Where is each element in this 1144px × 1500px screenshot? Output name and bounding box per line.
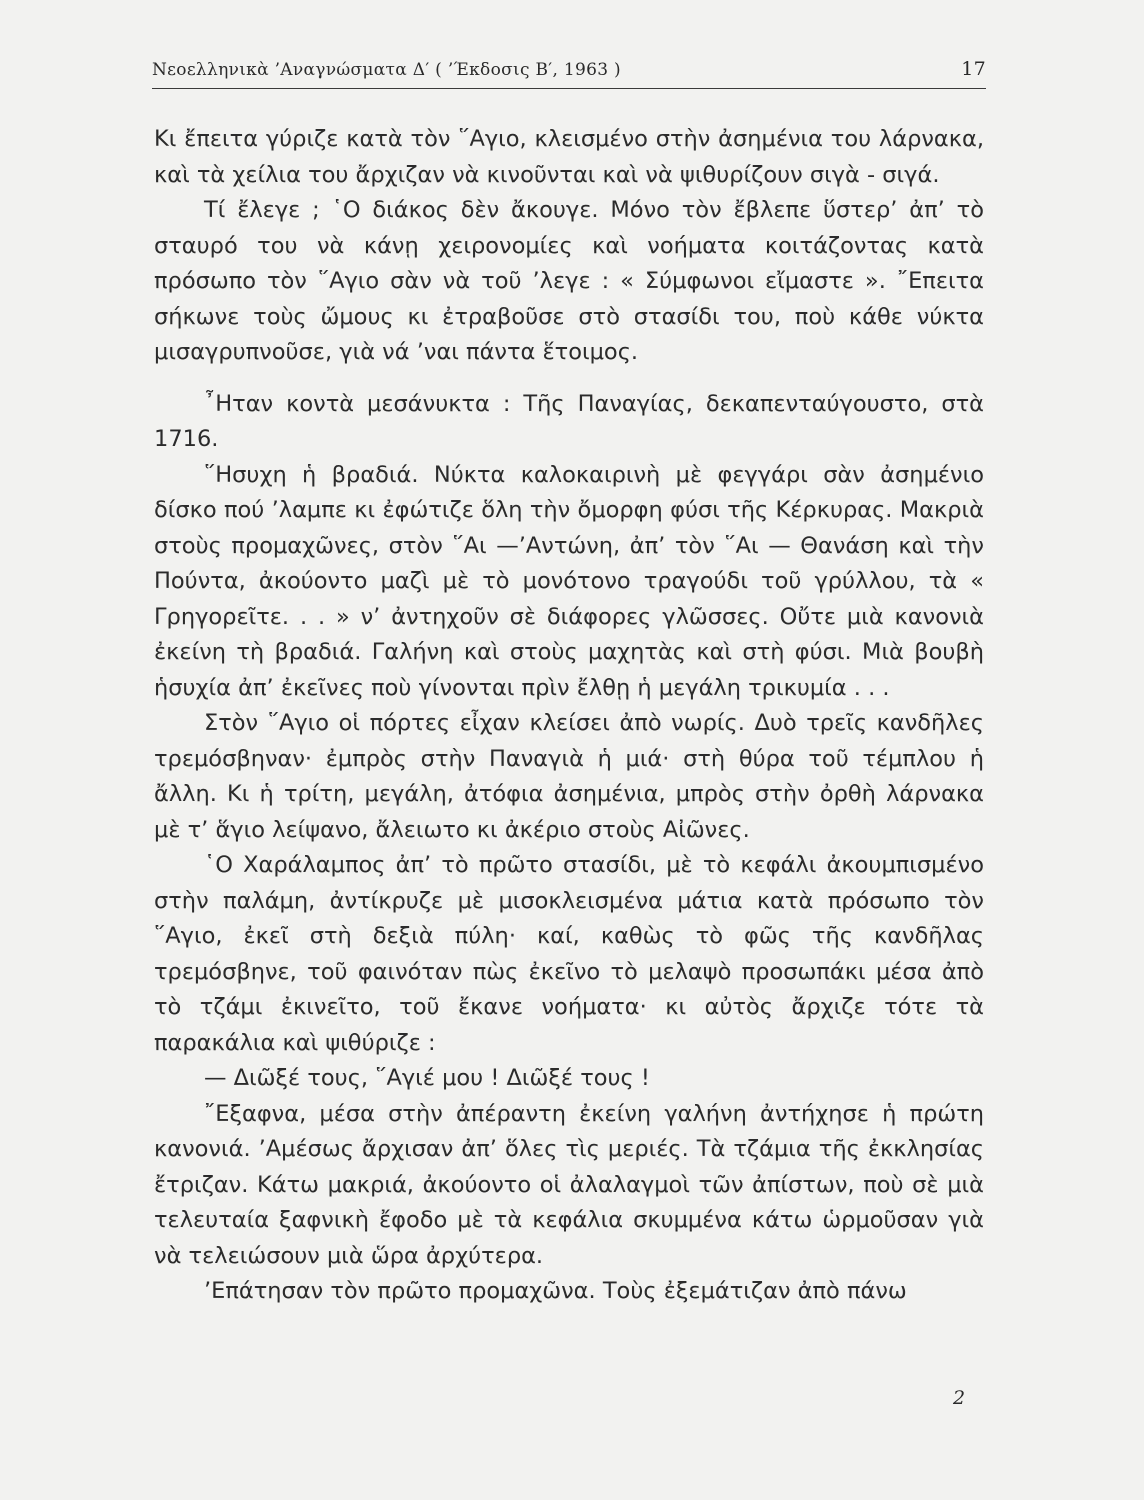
paragraph-6: ῾Ο Χαράλαμπος ἀπ’ τὸ πρῶτο στασίδι, μὲ τὸ κεφάλι ἀκουμπισμένο στὴν παλάμη, ἀντίκρυζε μὲ μισοκλεισμένα μάτια κατὰ πρόσωπο τὸν ῞Αγιο, ἐκεῖ στὴ δεξιὰ πύλη· καί, καθὼς τὸ φῶς τῆς κανδῆλας τρεμόσβηνε, τοῦ φαινόταν πὼς ἐκεῖνο τὸ μελαψὸ προσωπάκι μέσα ἀπὸ τὸ τζάμι ἐκινεῖτο, τοῦ ἔκανε νοήματα· κι αὐτὸς ἄρχιζε τότε τὰ παρακάλια καὶ ψιθύριζε : (154, 852, 984, 1056)
paragraph-2: Τί ἔλεγε ; ῾Ο διάκος δὲν ἄκουγε. Μόνο τὸν ἔβλεπε ὕστερ’ ἀπ’ τὸ σταυρό του νὰ κάνῃ χειρονομίες καὶ νοήματα κοιτάζοντας κατὰ πρόσωπο τὸν ῞Αγιο σὰν νὰ τοῦ ’λεγε : « Σύμφωνοι εἴμαστε ». ῎Επειτα σήκωνε τοὺς ὤμους κι ἐτραβοῦσε στὸ στασίδι του, ποὺ κάθε νύκτα μισαγρυπνοῦσε, γιὰ νά ’ναι πάντα ἕτοιμος. (154, 197, 984, 365)
running-header (152, 58, 986, 89)
paragraph-5: Στὸν ῞Αγιο οἱ πόρτες εἶχαν κλείσει ἀπὸ νωρίς. Δυὸ τρεῖς κανδῆλες τρεμόσβηναν· ἐμπρὸς στὴν Παναγιὰ ἡ μιά· στὴ θύρα τοῦ τέμπλου ἡ ἄλλη. Κι ἡ τρίτη, μεγάλη, ἀτόφια ἀσημένια, μπρὸς στὴν ὀρθὴ λάρνακα μὲ τ’ ἅγιο λείψανο, ἄλειωτο κι ἀκέριο στοὺς Αἰῶνες. (154, 710, 984, 843)
paragraph-1: Κι ἔπειτα γύριζε κατὰ τὸν ῞Αγιο, κλεισμένο στὴν ἀσημένια του λάρνακα, καὶ τὰ χείλια του ἄρχιζαν νὰ κινοῦνται καὶ νὰ ψιθυρίζουν σιγὰ - σιγά. (154, 126, 984, 188)
page-number: 17 (961, 58, 986, 80)
paragraph-4: ῞Ησυχη ἡ βραδιά. Νύκτα καλοκαιρινὴ μὲ φεγγάρι σὰν ἀσημένιο δίσκο πού ’λαμπε κι ἐφώτιζε ὅλη τὴν ὄμορφη φύσι τῆς Κέρκυρας. Μακριὰ στοὺς προμαχῶνες, στὸν ῞Αι —’Αντώνη, ἀπ’ τὸν ῞Αι — Θανάση καὶ τὴν Πούντα, ἀκούοντο μαζὶ μὲ τὸ μονότονο τραγούδι τοῦ γρύλλου, τὰ « Γρηγορεῖτε. . . » ν’ ἀντηχοῦν σὲ διάφορες γλῶσσες. Οὔτε μιὰ κανονιὰ ἐκείνη τὴ βραδιά. Γαλήνη καὶ στοὺς μαχητὰς καὶ στὴ φύσι. Μιὰ βουβὴ ἡσυχία ἀπ’ ἐκεῖνες ποὺ γίνονται πρὶν ἔλθῃ ἡ μεγάλη τρικυμία . . . (154, 461, 984, 701)
paragraph-8: ῎Εξαφνα, μέσα στὴν ἀπέραντη ἐκείνη γαλήνη ἀντήχησε ἡ πρώτη κανονιά. ’Αμέσως ἄρχισαν ἀπ’ ὅλες τὶς μεριές. Τὰ τζάμια τῆς ἐκκλησίας ἔτριζαν. Κάτω μακριά, ἀκούοντο οἱ ἀλαλαγμοὶ τῶν ἀπίστων, ποὺ σὲ μιὰ τελευταία ξαφνικὴ ἔφοδο μὲ τὰ κεφάλια σκυμμένα κάτω ὡρμοῦσαν γιὰ νὰ τελειώσουν μιὰ ὥρα ἀρχύτερα. (154, 1100, 984, 1269)
paragraph-7: — Διῶξέ τους, ῞Αγιέ μου ! Διῶξέ τους ! (204, 1065, 650, 1091)
running-title: Νεοελληνικὰ ’Αναγνώσματα Δ′ ( ’Έκδοσις Β′, 1963 ) (152, 60, 621, 80)
signature-mark: 2 (953, 1387, 966, 1409)
paragraph-3: ῏Ηταν κοντὰ μεσάνυκτα : Τῆς Παναγίας, δεκαπενταύγουστο, στὰ 1716. (154, 390, 984, 452)
paragraph-9: ’Επάτησαν τὸν πρῶτο προμαχῶνα. Τοὺς ἐξεμάτιζαν ἀπὸ πάνω (204, 1278, 907, 1304)
body-text (154, 122, 984, 1310)
